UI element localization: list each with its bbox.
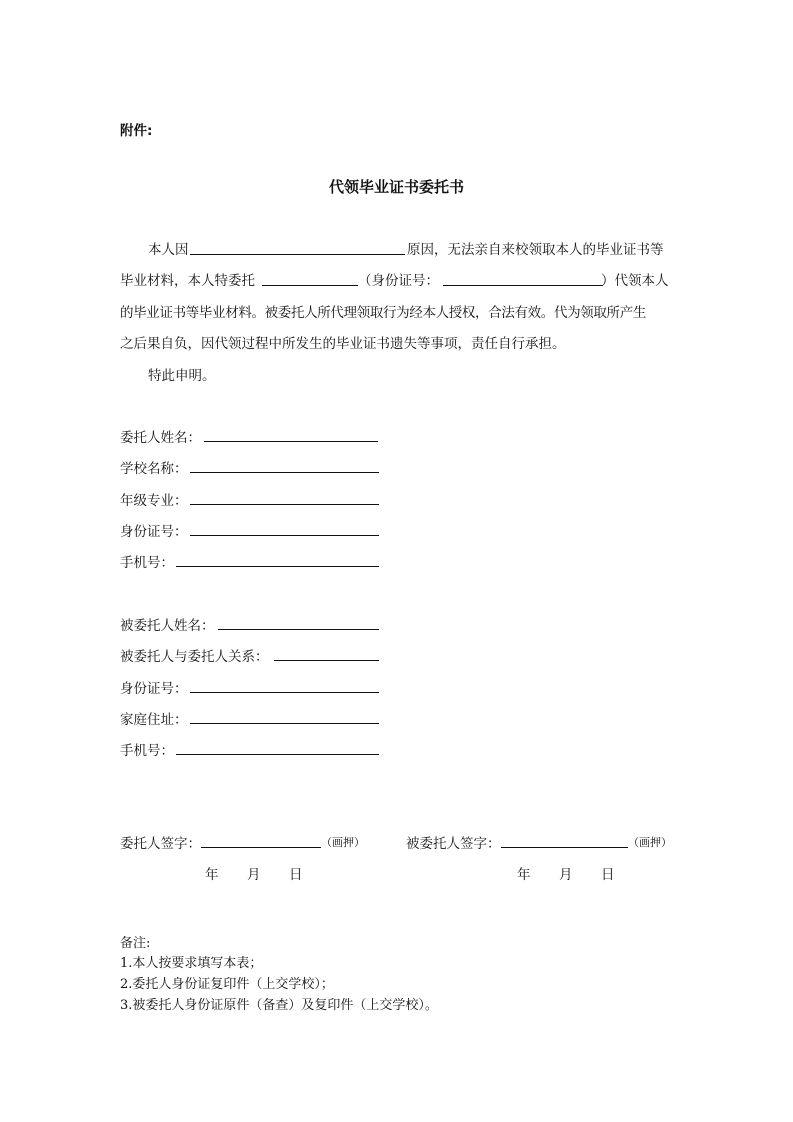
agent-signature-label: 被委托人签字：	[406, 836, 501, 852]
principal-phone-label: 手机号：	[120, 555, 174, 571]
document-title: 代领毕业证书委托书	[328, 178, 464, 196]
body-line1-end: 原因，无法亲自来校领取本人的毕业证书等	[407, 242, 664, 258]
home-address-field[interactable]	[190, 723, 379, 724]
agent-date-day: 日	[601, 867, 615, 883]
principal-phone-field[interactable]	[176, 566, 379, 567]
closing-statement: 特此申明。	[148, 368, 216, 384]
principal-signature-label: 委托人签字：	[120, 836, 201, 852]
note-item: 3.被委托人身份证原件（备查）及复印件（上交学校）。	[120, 998, 438, 1013]
school-name-label: 学校名称：	[120, 461, 188, 477]
agent-id-label: 身份证号：	[120, 681, 188, 697]
reason-blank[interactable]	[190, 254, 405, 255]
attachment-label: 附件:	[120, 123, 153, 139]
body-line1-start: 本人因	[148, 242, 189, 258]
relationship-label: 被委托人与委托人关系：	[120, 649, 269, 665]
agent-phone-label: 手机号：	[120, 743, 174, 759]
agent-id-blank[interactable]	[443, 285, 603, 286]
agent-signature-field[interactable]	[501, 847, 628, 848]
body-line2-end: ）代领本人	[601, 273, 669, 289]
principal-date-day: 日	[289, 867, 303, 883]
school-name-field[interactable]	[190, 472, 379, 473]
agent-id-field[interactable]	[190, 692, 379, 693]
principal-id-field[interactable]	[190, 535, 379, 536]
principal-date-year: 年	[205, 867, 219, 883]
note-item: 2.委托人身份证复印件（上交学校）；	[120, 977, 334, 992]
principal-name-field[interactable]	[204, 441, 378, 442]
relationship-field[interactable]	[274, 660, 379, 661]
note-item: 1.本人按要求填写本表；	[120, 956, 263, 971]
agent-name-field[interactable]	[218, 629, 379, 630]
home-address-label: 家庭住址：	[120, 712, 188, 728]
principal-fingerprint-note: （画押）	[321, 836, 365, 849]
body-line2-start: 毕业材料，本人特委托	[120, 273, 255, 289]
principal-name-label: 委托人姓名：	[120, 430, 201, 446]
agent-name-blank[interactable]	[262, 285, 358, 286]
body-line4: 之后果自负，因代领过程中所发生的毕业证书遗失等事项，责任自行承担。	[120, 336, 566, 352]
principal-date-month: 月	[247, 867, 261, 883]
body-line3: 的毕业证书等毕业材料。被委托人所代理领取行为经本人授权，合法有效。代为领取所产生	[120, 305, 646, 321]
principal-signature-field[interactable]	[201, 847, 321, 848]
body-line2-id: （身份证号：	[358, 273, 439, 289]
agent-phone-field[interactable]	[176, 754, 379, 755]
grade-major-field[interactable]	[190, 504, 379, 505]
agent-date-month: 月	[559, 867, 573, 883]
agent-date-year: 年	[517, 867, 531, 883]
agent-name-label: 被委托人姓名：	[120, 618, 215, 634]
grade-major-label: 年级专业：	[120, 493, 188, 509]
notes-heading: 备注:	[120, 936, 151, 951]
principal-id-label: 身份证号：	[120, 524, 188, 540]
agent-fingerprint-note: （画押）	[628, 836, 672, 849]
